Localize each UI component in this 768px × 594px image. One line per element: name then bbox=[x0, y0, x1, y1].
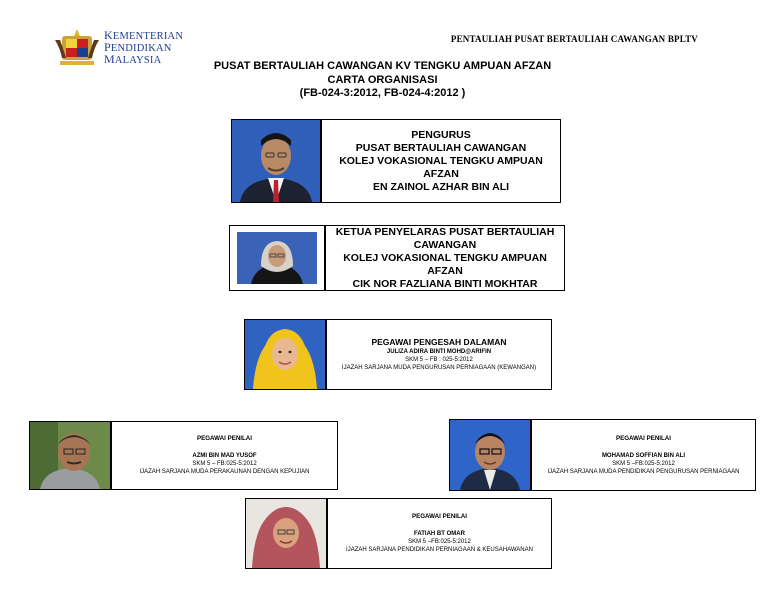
penilai-2-role: PEGAWAI PENILAI bbox=[615, 434, 671, 442]
pengurus-name: EN ZAINOL AZHAR BIN ALI bbox=[372, 180, 510, 193]
penilai-3-qualification: IJAZAH SARJANA PENDIDIKAN PERNIAGAAN & KEUSAHAWANAN bbox=[346, 547, 533, 553]
penilai-3-name: FATIAH BT OMAR bbox=[414, 531, 465, 537]
penilai-1-skm: SKM 5 – FB:025-5:2012 bbox=[192, 461, 257, 467]
ketua-role: KETUA PENYELARAS PUSAT BERTAULIAH bbox=[335, 225, 555, 238]
penilai-1-card bbox=[29, 421, 338, 490]
title-line-3: (FB-024-3:2012, FB-024-4:2012 ) bbox=[299, 87, 466, 99]
ketua-name: CIK NOR FAZLIANA BINTI MOKHTAR bbox=[352, 277, 538, 290]
pengurus-photo bbox=[232, 120, 320, 202]
pengesah-info bbox=[327, 320, 551, 389]
penilai-3-info bbox=[328, 499, 551, 568]
pengesah-role: PEGAWAI PENGESAH DALAMAN bbox=[371, 337, 507, 347]
ketua-college: KOLEJ VOKASIONAL TENGKU AMPUAN AFZAN bbox=[343, 251, 547, 277]
pengesah-skm: SKM 5 – FB : 025-5:2012 bbox=[405, 357, 473, 363]
penilai-1-name: AZMI BIN MAD YUSOF bbox=[192, 453, 257, 459]
penilai-2-name: MOHAMAD SOFFIAN BIN ALI bbox=[601, 452, 686, 459]
pengurus-card bbox=[231, 119, 561, 203]
penilai-2-skm: SKM 5 –FB:025-5:2012 bbox=[612, 460, 675, 467]
penilai-2-card bbox=[449, 419, 756, 491]
ketua-card bbox=[229, 225, 565, 291]
pengurus-centre: PUSAT BERTAULIAH CAWANGAN bbox=[355, 141, 527, 154]
pengesah-qualification: IJAZAH SARJANA MUDA PENGURUSAN PERNIAGAAN (KEWANGAN) bbox=[341, 365, 537, 371]
page-title bbox=[0, 60, 768, 101]
brand-line-1: KEMENTERIAN bbox=[104, 28, 184, 42]
title-line-1: PUSAT BERTAULIAH CAWANGAN KV TENGKU AMPUAN AFZAN bbox=[213, 60, 552, 72]
penilai-1-info bbox=[112, 422, 337, 489]
pengesah-photo bbox=[245, 320, 325, 389]
penilai-1-role: PEGAWAI PENILAI bbox=[196, 435, 252, 442]
penilai-1-qualification: IJAZAH SARJANA MUDA PERAKAUNAN DENGAN KEPUJIAN bbox=[139, 469, 310, 475]
ketua-info bbox=[326, 226, 564, 290]
pengurus-role: PENGURUS bbox=[411, 128, 471, 141]
ketua-role-cont: CAWANGAN bbox=[413, 238, 477, 251]
title-line-2: CARTA ORGANISASI bbox=[327, 73, 438, 86]
pengesah-name: JULIZA ADIRA BINTI MOHD@ARIFIN bbox=[386, 349, 492, 355]
penilai-3-card bbox=[245, 498, 552, 569]
penilai-1-photo bbox=[30, 422, 110, 489]
penilai-3-photo bbox=[246, 499, 326, 568]
penilai-2-qualification: IJAZAH SARJANA MUDA PENDIDIKAN PENGURUSAN PERNIAGAAN bbox=[547, 468, 740, 475]
pengesah-card bbox=[244, 319, 552, 390]
penilai-2-photo bbox=[450, 420, 530, 490]
header-right-title: PENTAULIAH PUSAT BERTAULIAH CAWANGAN BPLTV bbox=[450, 34, 698, 44]
brand-line-2: PENDIDIKAN bbox=[104, 40, 172, 54]
brand-line-3: MALAYSIA bbox=[104, 52, 162, 66]
penilai-3-role: PEGAWAI PENILAI bbox=[411, 513, 467, 520]
ketua-photo bbox=[237, 232, 317, 284]
pengurus-college: KOLEJ VOKASIONAL TENGKU AMPUAN AFZAN bbox=[339, 154, 543, 180]
pengurus-info bbox=[322, 120, 560, 202]
penilai-2-info bbox=[532, 420, 755, 490]
penilai-3-skm: SKM 5 –FB:025-5:2012 bbox=[408, 539, 471, 545]
